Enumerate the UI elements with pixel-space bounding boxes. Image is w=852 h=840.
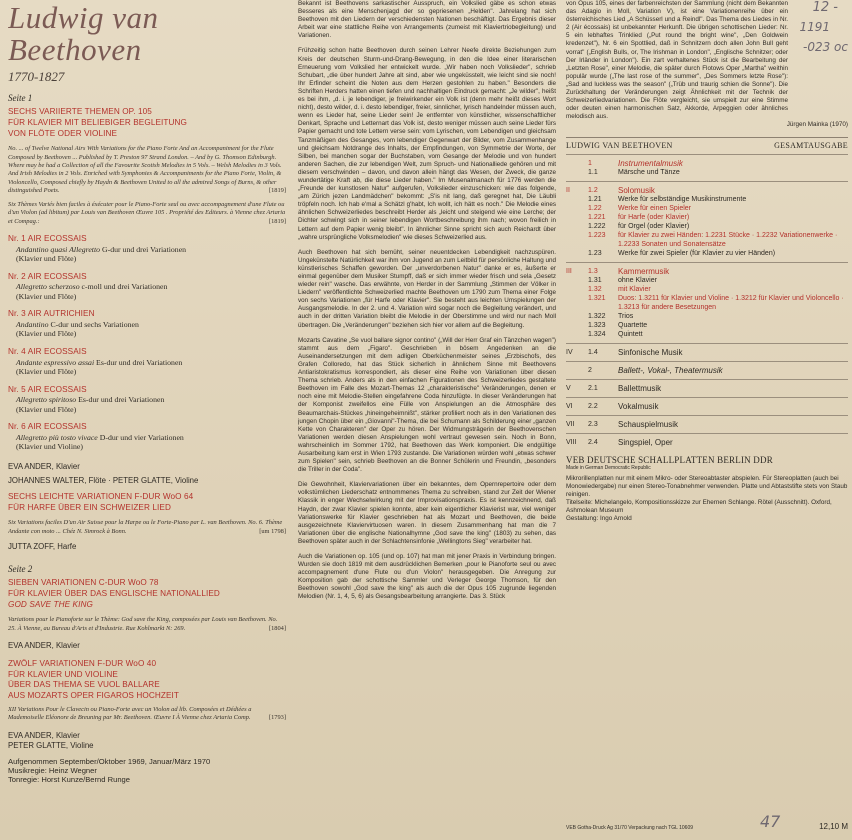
air-description <box>8 433 286 442</box>
performer-line: PETER GLATTE, Violine <box>8 740 94 750</box>
ga-text: Vokalmusik <box>618 401 659 411</box>
air-tempo: Andantino <box>16 320 49 330</box>
woo40-note <box>8 706 286 723</box>
air-key: Es-dur und drei Variationen <box>76 395 165 405</box>
ga-number: 2 <box>588 366 592 374</box>
woo40-title-line: FÜR KLAVIER UND VIOLINE <box>8 669 118 679</box>
ga-number: 1.2 <box>588 186 598 194</box>
performer-line: EVA ANDER, Klavier <box>8 640 80 650</box>
ga-number: 1.4 <box>588 348 598 356</box>
op105-heading <box>8 107 286 139</box>
middle-column <box>298 0 556 609</box>
side-1-label: Seite 1 <box>8 93 33 103</box>
air-tempo: Andantino quasi Allegretto <box>16 244 101 254</box>
ga-row <box>566 276 848 285</box>
label-country: Made in German Democratic Republic <box>566 464 651 471</box>
ga-number: 1.31 <box>588 276 602 284</box>
woo78-note <box>8 616 286 633</box>
ga-number: 1.21 <box>588 195 602 203</box>
gesamtausgabe-header <box>566 141 848 150</box>
air-key: G-dur und drei Variationen <box>100 244 187 254</box>
performer-line: EVA ANDER, Klavier <box>8 730 80 740</box>
airs-list <box>8 234 286 452</box>
air-description <box>8 395 286 404</box>
composer-years: 1770-1827 <box>8 69 65 84</box>
woo40-heading <box>8 659 286 702</box>
ga-text: für Klavier zu zwei Händen: 1.2231 Stücke · 1.2232 Variationenwerke · 1.2233 Sonaten und Sonatensätze <box>618 231 838 248</box>
ga-row <box>566 249 848 258</box>
handwritten-mark: 47 <box>760 812 781 831</box>
op105-note-text: No. ... of Twelve National Airs With Variations for the Piano Forte And an Accompaniment for the Flute Composed by Beethoven ... Published by T. Preston 97 Strand London. – And by G. Thomson Edinburgh. Where may be had a Collection of all the Favourite Scotish Melodies in 5 Vols. – Welsh Melodies in 3 Vols. And Irish Melodies in 2 Vols. Enriched with Symphonies & Accompaniments for the Piano Forte, Violin, & Violoncello, Composed chiefly by Haydn & Beethoven United to all the admired Songs of Burns, & other distinguished Poets. <box>8 145 282 194</box>
cover-credit: Titelseite: Michelangelo, Kompositionsskizze zur Ehernen Schlange. Rötel (Ausschnitt). Oxford, Ashmolean Museum <box>566 498 832 514</box>
essay-paragraph: Frühzeitig schon hatte Beethoven durch seinen Lehrer Neefe direkte Beziehungen zum Kreis der deutschen Sturm-und-Drang-Bewegung, in den die Idee einer literarischen Erneuerung vom Volkslied her entwickelt wurde. „Wir haben noch Volkslieder", schrieb Schubart, „die über hundert Jahre alt sind, aber wie ungeküsstelt, wie leicht sind sie noch! Ihr Erfinder scheint die Noten aus dem Herzen gestohlen zu haben." Besonders die Schriften Herders hatten einen tiefen und nachhaltigen Eindruck gemacht: „Je wilder", heißt es bei ihm, „d. i. je lebendiger, je freiwirkender ein Volk ist (denn mehr heißt dieses Wort nicht), desto wilder, d. i. desto lebendiger, freier, sinnlicher, lyrisch handelnder müssen auch, wenn es Lieder hat, seine Lieder sein! Je entfernter von künstlicher, wissenschaftlicher Denkart, Sprache und Letternart das Volk ist, desto weniger müssen auch seine Lieder fürs Papier gemacht und tote Lettern verse sein: vom Lyrischen, vom Lebendigen und gleichsam Tanzmäßigen des Gesanges, vom lebendiger Gegenwart der Bilder, vom Zusammenhange und gleichsam Notdrange des Inhalts, der Empfindungen, von Symmetrie der Worte, der Silben, bei manchen sogar der Buchstaben, vom Gesange der Melodie und von hundert anderen Sachen, die zur lebendigen Welt, zum Spruch- und Nationalliede gehören und mit diesem verschwinden – davon, und davon allein hängt das Wesen, der Zweck, die ganze wundertätige Kraft ab, die diese Lieder haben." Im Musenalmanach für 1776 werden die „Freunde der kunstlosen Natur" aufgerufen, Volkslieder einzuschicken: wie das folgende, „am Zürich jezen Landmädchen" bekommt: „S'is nit lang, daß geregnet hat, Die Läubli tröpfeln noch. Ich hab e'mal a Schätzl g'habt, Ich wollt, ich hätt es noch." Die Melodie eines ähnlichen Schweizerliedes beschreibt Herder als „leicht und steigend wie eine Lerche; der Dichter schwingt sich in seiner lebendigen Wortbeschreibung ihm nach; wovon freilich in Lettern auf dem Papier wenig bleibt". In ähnlicher Sinne spricht sich auch Reichardt über „wahre ursprüngliche Volksmelodien" wie dieses Schweizerlied aus. <box>298 47 556 241</box>
ga-roman: V <box>566 384 571 392</box>
ga-row <box>566 204 848 213</box>
air-description <box>8 320 286 329</box>
ga-row <box>566 397 848 411</box>
air-item <box>8 347 286 377</box>
woo64-title-line: SECHS LEICHTE VARIATIONEN F-DUR WoO 64 <box>8 491 194 501</box>
air-title: Nr. 6 AIR ECOSSAIS <box>8 422 87 432</box>
ga-row <box>566 294 848 312</box>
air-instruments: (Klavier und Flöte) <box>16 404 77 414</box>
ga-number: 1.32 <box>588 285 602 293</box>
ga-row <box>566 379 848 393</box>
air-instruments: (Klavier und Violine) <box>16 442 83 452</box>
woo40-title-line: ZWÖLF VARIATIONEN F-DUR WoO 40 <box>8 658 157 668</box>
handwritten-note <box>764 2 848 62</box>
op105-note-year: [1819] <box>268 217 286 225</box>
ga-row <box>566 168 848 177</box>
woo64-note-year: [um 1798] <box>259 527 286 535</box>
ga-row <box>566 181 848 195</box>
ga-text: Werke für zwei Spieler (für Klavier zu vier Händen) <box>618 249 776 257</box>
right-column <box>566 0 848 523</box>
ga-row <box>566 343 848 357</box>
ga-row <box>566 213 848 222</box>
credit-line: Aufgenommen September/Oktober 1969, Januar/März 1970 <box>8 756 211 766</box>
air-title: Nr. 3 AIR AUTRICHIEN <box>8 309 95 319</box>
essay-paragraph: Auch Beethoven hat sich bemüht, seiner neuentdecken Lebendigkeit nachzuspüren. Ungekünstelte Natürlichkeit war ihm von Jugend an zum Leitbild für persönliche Haltung und künstlerisches Schaffen geworden. Der „unverdorbenen Natur" danke er es, äußerte er einmal gegenüber dem Musiker Stumpff, daß er sich immer wieder frisch und sela „Gesetz wieder rein" wasche. Das erwähnte, von Herder in der Sammlung „Stimmen der Völker in Liedern" veröffentlichte Schweizerlied machte Beethoven um 1790 zum Thema einer Folge von sechs Variationen „für Harfe oder Klavier". Sie besteht aus leichten Umspielungen der Ausgangsmelodie. In der 2. und 4. Variation wird sogar noch die Begleitung verändert, und auch in der dritten Variation bleibt die Melodie in der Oberstimme und wird nur nach Moll übertragen. Die „Veränderungen" beziehen sich hier vor allem auf die Begleitung. <box>298 248 556 329</box>
ga-composer: LUDWIG VAN BEETHOVEN <box>566 140 673 150</box>
ga-row <box>566 262 848 276</box>
op105-title-line: VON FLÖTE ODER VIOLINE <box>8 128 118 138</box>
ga-row <box>566 195 848 204</box>
woo40-note-year: [1793] <box>268 714 286 722</box>
playback-info: Mikrorillenplatten nur mit einem Mikro- oder Stereoabtaster abspielen. Für Stereoplatten (auch bei Monowiedergabe) nur einen Stereo-Tonabnehmer verwenden. Platte und Abtaststifte stets von Staub reinigen. <box>566 474 848 498</box>
ga-roman: VII <box>566 420 575 428</box>
ga-row <box>566 330 848 339</box>
ga-text: Kammermusik <box>618 266 670 276</box>
performer-line: JUTTA ZOFF, Harfe <box>8 541 77 551</box>
op105-publisher-note-1 <box>8 145 286 195</box>
handwritten-mark: 12 - <box>812 0 838 15</box>
woo78-note-year: [1804] <box>268 624 286 632</box>
label-name: VEB DEUTSCHE SCHALLPLATTEN BERLIN DDR <box>566 454 773 465</box>
ga-number: 2.3 <box>588 420 598 428</box>
ga-number: 1.324 <box>588 330 606 338</box>
handwritten-mark: 1191 <box>799 20 830 34</box>
handwritten-mark: -023 oc <box>803 40 848 54</box>
ga-text: Trios <box>618 312 634 320</box>
ga-text: Ballettmusik <box>618 383 662 393</box>
ga-text: ohne Klavier <box>618 276 657 284</box>
air-tempo: Allegretto più tosto vivace <box>16 432 98 442</box>
air-tempo: Andante espressivo assai <box>16 357 95 367</box>
price: 12,10 M <box>819 822 848 831</box>
recording-credits <box>8 757 286 785</box>
op105-publisher-note-2 <box>8 201 286 226</box>
air-key: Es-dur und drei Variationen <box>94 357 183 367</box>
left-column <box>8 0 286 784</box>
air-item <box>8 422 286 452</box>
air-key: D-dur und vier Variationen <box>97 432 184 442</box>
ga-text: Sinfonische Musik <box>618 347 683 357</box>
ga-row <box>566 154 848 168</box>
op105-title-line: FÜR KLAVIER MIT BELIEBIGER BEGLEITUNG <box>8 117 188 127</box>
woo78-title-line: GOD SAVE THE KING <box>8 599 93 609</box>
ga-text: Werke für selbständige Musikinstrumente <box>618 195 747 203</box>
ga-roman: VIII <box>566 438 577 446</box>
ga-row <box>566 222 848 231</box>
op105-note-text: Six Thèmes Variés bien faciles à éxécuter pour le Piano-Forte seul ou avec accompagnement d'une Flute ou d'un Violon (ad libitum) par Louis van Beethoven Œuvre 105 . Propriété des Editeurs. à Vienne chez Artaria et Compag.: <box>8 201 286 225</box>
air-title: Nr. 2 AIR ECOSSAIS <box>8 271 87 281</box>
air-instruments: (Klavier und Flöte) <box>16 291 77 301</box>
ga-number: 2.1 <box>588 384 598 392</box>
air-item <box>8 272 286 302</box>
air-item <box>8 385 286 415</box>
print-info: VEB Gotha-Druck Ag 31/70 Verpackung nach TGL 10609 <box>566 825 694 831</box>
ga-row <box>566 361 848 375</box>
air-title: Nr. 1 AIR ECOSSAIS <box>8 234 87 244</box>
woo40-title-line: AUS MOZARTS OPER FIGAROS HOCHZEIT <box>8 691 180 701</box>
ga-text: Quintett <box>618 330 643 338</box>
air-description <box>8 282 286 291</box>
ga-row <box>566 231 848 249</box>
ga-text: für Orgel (oder Klavier) <box>618 222 690 230</box>
performer-line: EVA ANDER, Klavier <box>8 461 80 471</box>
ga-row <box>566 321 848 330</box>
ga-text: Schauspielmusik <box>618 419 679 429</box>
air-tempo: Allegretto scherzoso <box>16 282 80 292</box>
ga-row <box>566 415 848 429</box>
ga-roman: IV <box>566 348 573 356</box>
essay-paragraph: Die Gewohnheit, Klaviervariationen über ein bekanntes, dem Opernrepertoire oder dem volkstümlichen Liederschatz entnommenes Thema zu schreiben, stand zur Zeit der Wiener Klassik in enger Wechselwirkung mit der Improvisationspraxis. Es ist kennzeichnend, daß Haydn, der zwar Klavier spielen konnte, aber kein eigentlicher Klavierist war, viel weniger Variationswerke für Klavier geschrieben hat als Mozart und Beethoven, die beide ausgezeichnete Klaviervirtuosen waren. In diesem Zusammenhang hat man die 7 Variationen über die englische Nationalhymne „God save the king" (1803) zu sehen, das Beethoven später auch in der Schlachtensinfonie „Wellingtons Sieg" verarbeiter hat. <box>298 481 556 545</box>
air-title: Nr. 4 AIR ECOSSAIS <box>8 346 87 356</box>
woo78-title-line: FÜR KLAVIER ÜBER DAS ENGLISCHE NATIONALLIED <box>8 588 220 598</box>
essay-paragraph: Bekannt ist Beethovens sarkastischer Ausspruch, ein Volkslied gäbe es schon etwas Besseres als eine Menschenjagd der so gepriesenen „Helden". Jahrelang hat sich Beethoven mit den Liedern der verschiedensten Nationen beschäftigt. Das Ergebnis dieser Arbeit war eine stattliche Reihe von Arrangements (zumeist mit Klaviertriobegleitung) und Variationen. <box>298 0 556 40</box>
footer <box>566 822 848 831</box>
woo64-heading <box>8 492 286 514</box>
ga-number: 2.4 <box>588 438 598 446</box>
ga-number: 1.323 <box>588 321 606 329</box>
essay-paragraph: Mozarts Cavatine „Se vuol ballare signor contino" („Will der Herr Graf ein Tänzchen wagen") stammt aus dem „Figaro". Geschrieben in bösem Angedenken an die Auseinandersetzungen mit dem adligen Oberküchenmeister seines „Erzbischofs, des Grafen Colloredo, hat das Stück sicherlich in ähnlichem Sinne mit Beethovens Antiaristokratismus korrespondiert, als dieser eine Reihe von Variationen über diesen Thema schrieb. Anders als in den einfachen Figurationen des Schweizerliedes gestaltete Beethoven im Falle des Mozart-Themas 12 „charakteristische" Veränderungen, denen er noch eine mit Melodie-Stellen eingefahrene Coda hinzufügte. In dieser Veränderungen hat der Komponist zweifellos eine Fülle von Anspielungen an die Atmosphäre des Beaumarchais-Stückes „hineingeheimnißt", stärker profiliert noch als in den Variationen des jungen Chopin über ein „Giovanni"-Thema, die bei Schumann als Schilderung einer „ganzen Kette von Charakteren" der Oper zu hören. Der Widmungsträgerin der Beethovenschen Variationen werden diesen Anspielungen wohl vertraut gewesen sein. Noch in Bonn, wahrscheinlich im Sommer 1792, hat Beethoven das Werk komponiert. Die endgültige Ausarbeitung kam erst in Wien 1793 zustande. Die Variationen würden wohl „etwas schwer zum Spielen" sein, schrieb Beethoven an die Bonner Schülerin und Freundin, „besonders die Triller in der Coda". <box>298 336 556 474</box>
air-description <box>8 245 286 254</box>
credit-line: Tonregie: Horst Kunze/Bernd Runge <box>8 775 130 785</box>
ga-number: 1.322 <box>588 312 606 320</box>
ga-label: GESAMTAUSGABE <box>774 140 848 150</box>
design-credit: Gestaltung: Ingo Arnold <box>566 514 632 522</box>
ga-number: 1.1 <box>588 168 598 176</box>
ga-text: Werke für einen Spieler <box>618 204 692 212</box>
ga-text: Duos: 1.3211 für Klavier und Violine · 1.3212 für Klavier und Violoncello · 1.3213 für andere Besetzungen <box>618 294 844 311</box>
air-item <box>8 309 286 339</box>
ga-text: Solomusik <box>618 185 655 195</box>
side-2-label: Seite 2 <box>8 563 33 574</box>
woo64-title-line: FÜR HARFE ÜBER EIN SCHWEIZER LIED <box>8 502 171 512</box>
ga-row <box>566 433 848 447</box>
woo78-title-line: SIEBEN VARIATIONEN C-DUR WoO 78 <box>8 577 159 587</box>
ga-number: 1.221 <box>588 213 606 221</box>
woo78-heading <box>8 578 286 610</box>
op105-title-line: SECHS VARIIERTE THEMEN OP. 105 <box>8 107 152 116</box>
ga-text: Märsche und Tänze <box>618 168 680 176</box>
performer-line: JOHANNES WALTER, Flöte · PETER GLATTE, Violine <box>8 475 199 485</box>
credit-line: Musikregie: Heinz Wegner <box>8 765 97 775</box>
ga-roman: II <box>566 186 570 194</box>
ga-text: Ballett-, Vokal-, Theatermusik <box>618 365 723 375</box>
essay-paragraph: von Opus 105, eines der farbenreichsten der Sammlung (nicht dem Bekannten das Adagio in Moll, Variation V), ist eine Variationenreihe über ein österreichisches Lied „A Schüsserl und a Reindl". Das Thema des Liedes in Nr. 2 (Air écossais) ist unbekannter Herkunft. Die übrigen schottischen Lieder: Nr. 5 ein lebhaftes Trinklied („Put round the bright wine", „Den Goldwein kredenzet"), Nr. 6 ein Spottlied, daß in Schnitzern doch allen John Bull geht vorrat" („English Bulls, or, The Irishman in London", „Englische Schnitzer; oder Der Irländer in London"). Ein zart verhaltenes Stück ist die Bearbeitung der „Letzten Rose", einer Melodie, die später durch Flotows Oper „Martha" weithin populär wurde („The last rose of the summer", „Des Sommers letzte Rose"): „Sad and luckless was the season" („Trüb und traurig schien die Sonne"). Die Zurückhaltung der Veränderungen zeigt Ähnlichkeit mit der Technik der Schweizerliedvariationen. Die Flöte vergleicht, sie umspielt zur eine Stimme oder deuten einen harmonischen Satz, Akkorde, Arpeggien oder ähnliches melodisch aus. <box>566 0 788 121</box>
woo64-note <box>8 519 286 536</box>
air-item <box>8 234 286 264</box>
ga-number: 2.2 <box>588 402 598 410</box>
ga-text: Quartette <box>618 321 648 329</box>
op105-note-year: [1819] <box>268 186 286 194</box>
essay-author: Jürgen Mainka (1970) <box>786 121 848 129</box>
woo40-title-line: ÜBER DAS THEMA SE VUOL BALLARE <box>8 680 160 690</box>
gesamtausgabe-table <box>566 154 848 447</box>
ga-row <box>566 285 848 294</box>
ga-text: Singspiel, Oper <box>618 437 673 447</box>
ga-number: 1.22 <box>588 204 602 212</box>
ga-text: für Harfe (oder Klavier) <box>618 213 690 221</box>
air-key: C-dur und sechs Variationen <box>48 320 139 330</box>
air-tempo: Allegretto spiritoso <box>16 395 77 405</box>
ga-text: Instrumentalmusik <box>618 158 683 168</box>
ga-number: 1.3 <box>588 267 598 275</box>
ga-text: mit Klavier <box>618 285 651 293</box>
ga-number: 1.223 <box>588 231 606 239</box>
ga-number: 1.222 <box>588 222 606 230</box>
ga-number: 1.321 <box>588 294 606 302</box>
ga-number: 1 <box>588 159 592 167</box>
divider <box>566 137 848 138</box>
ga-roman: III <box>566 267 572 275</box>
air-instruments: (Klavier und Flöte) <box>16 367 77 377</box>
ga-roman: VI <box>566 402 573 410</box>
woo40-note-text: XII Variations Pour le Clavecin ou Piano-Forte avec un Violon ad lib. Composées et Dédiées a Mademoiselle Eléonore de Breuning par Mr. Beethoven. Œuvre I À Vienne chez Artaria Comp. <box>8 706 252 722</box>
air-instruments: (Klavier und Flöte) <box>16 254 77 264</box>
air-key: c-moll und drei Variationen <box>79 282 168 292</box>
ga-number: 1.23 <box>588 249 602 257</box>
air-instruments: (Klavier und Flöte) <box>16 329 77 339</box>
air-description <box>8 358 286 367</box>
woo78-note-text: Variations pour le Pianoforte sur le Thème: God save the King, composées par Louis van Beethoven. No. 25. À Vienne, au Bureau d'Arts et d'Industrie. Rue Kohlmarkt N: 269. <box>8 616 278 632</box>
woo64-note-text: Six Variations faciles D'un Air Suisse pour la Harpe ou le Forte-Piano par L. van Beethoven. No. 6. Thème Andante con moto ... Chéz N. Simrock à Bonn. <box>8 519 283 535</box>
composer-title: Ludwig van Beethoven <box>8 0 159 67</box>
ga-row <box>566 312 848 321</box>
air-title: Nr. 5 AIR ECOSSAIS <box>8 384 87 394</box>
essay-paragraph: Auch die Variationen op. 105 (und op. 107) hat man mit jener Praxis in Verbindung bringen. Wurden sie doch 1819 mit dem ausdrücklichen Bemerken „pour le Pianoforte seul ou avec accompagnement d'une Flute ou d'un Violon" herausgegeben. Die Anregung zur Komposition gab der schottische Sammler und Verleger George Thomson, für den Beethoven sowohl „God save the king" als auch die der Opus 105 zugrunde liegenden Melodien (Nr. 1, 4, 5, 6) als Gesangsbearbeitung arrangierte. Das 3. Stück <box>298 553 556 601</box>
